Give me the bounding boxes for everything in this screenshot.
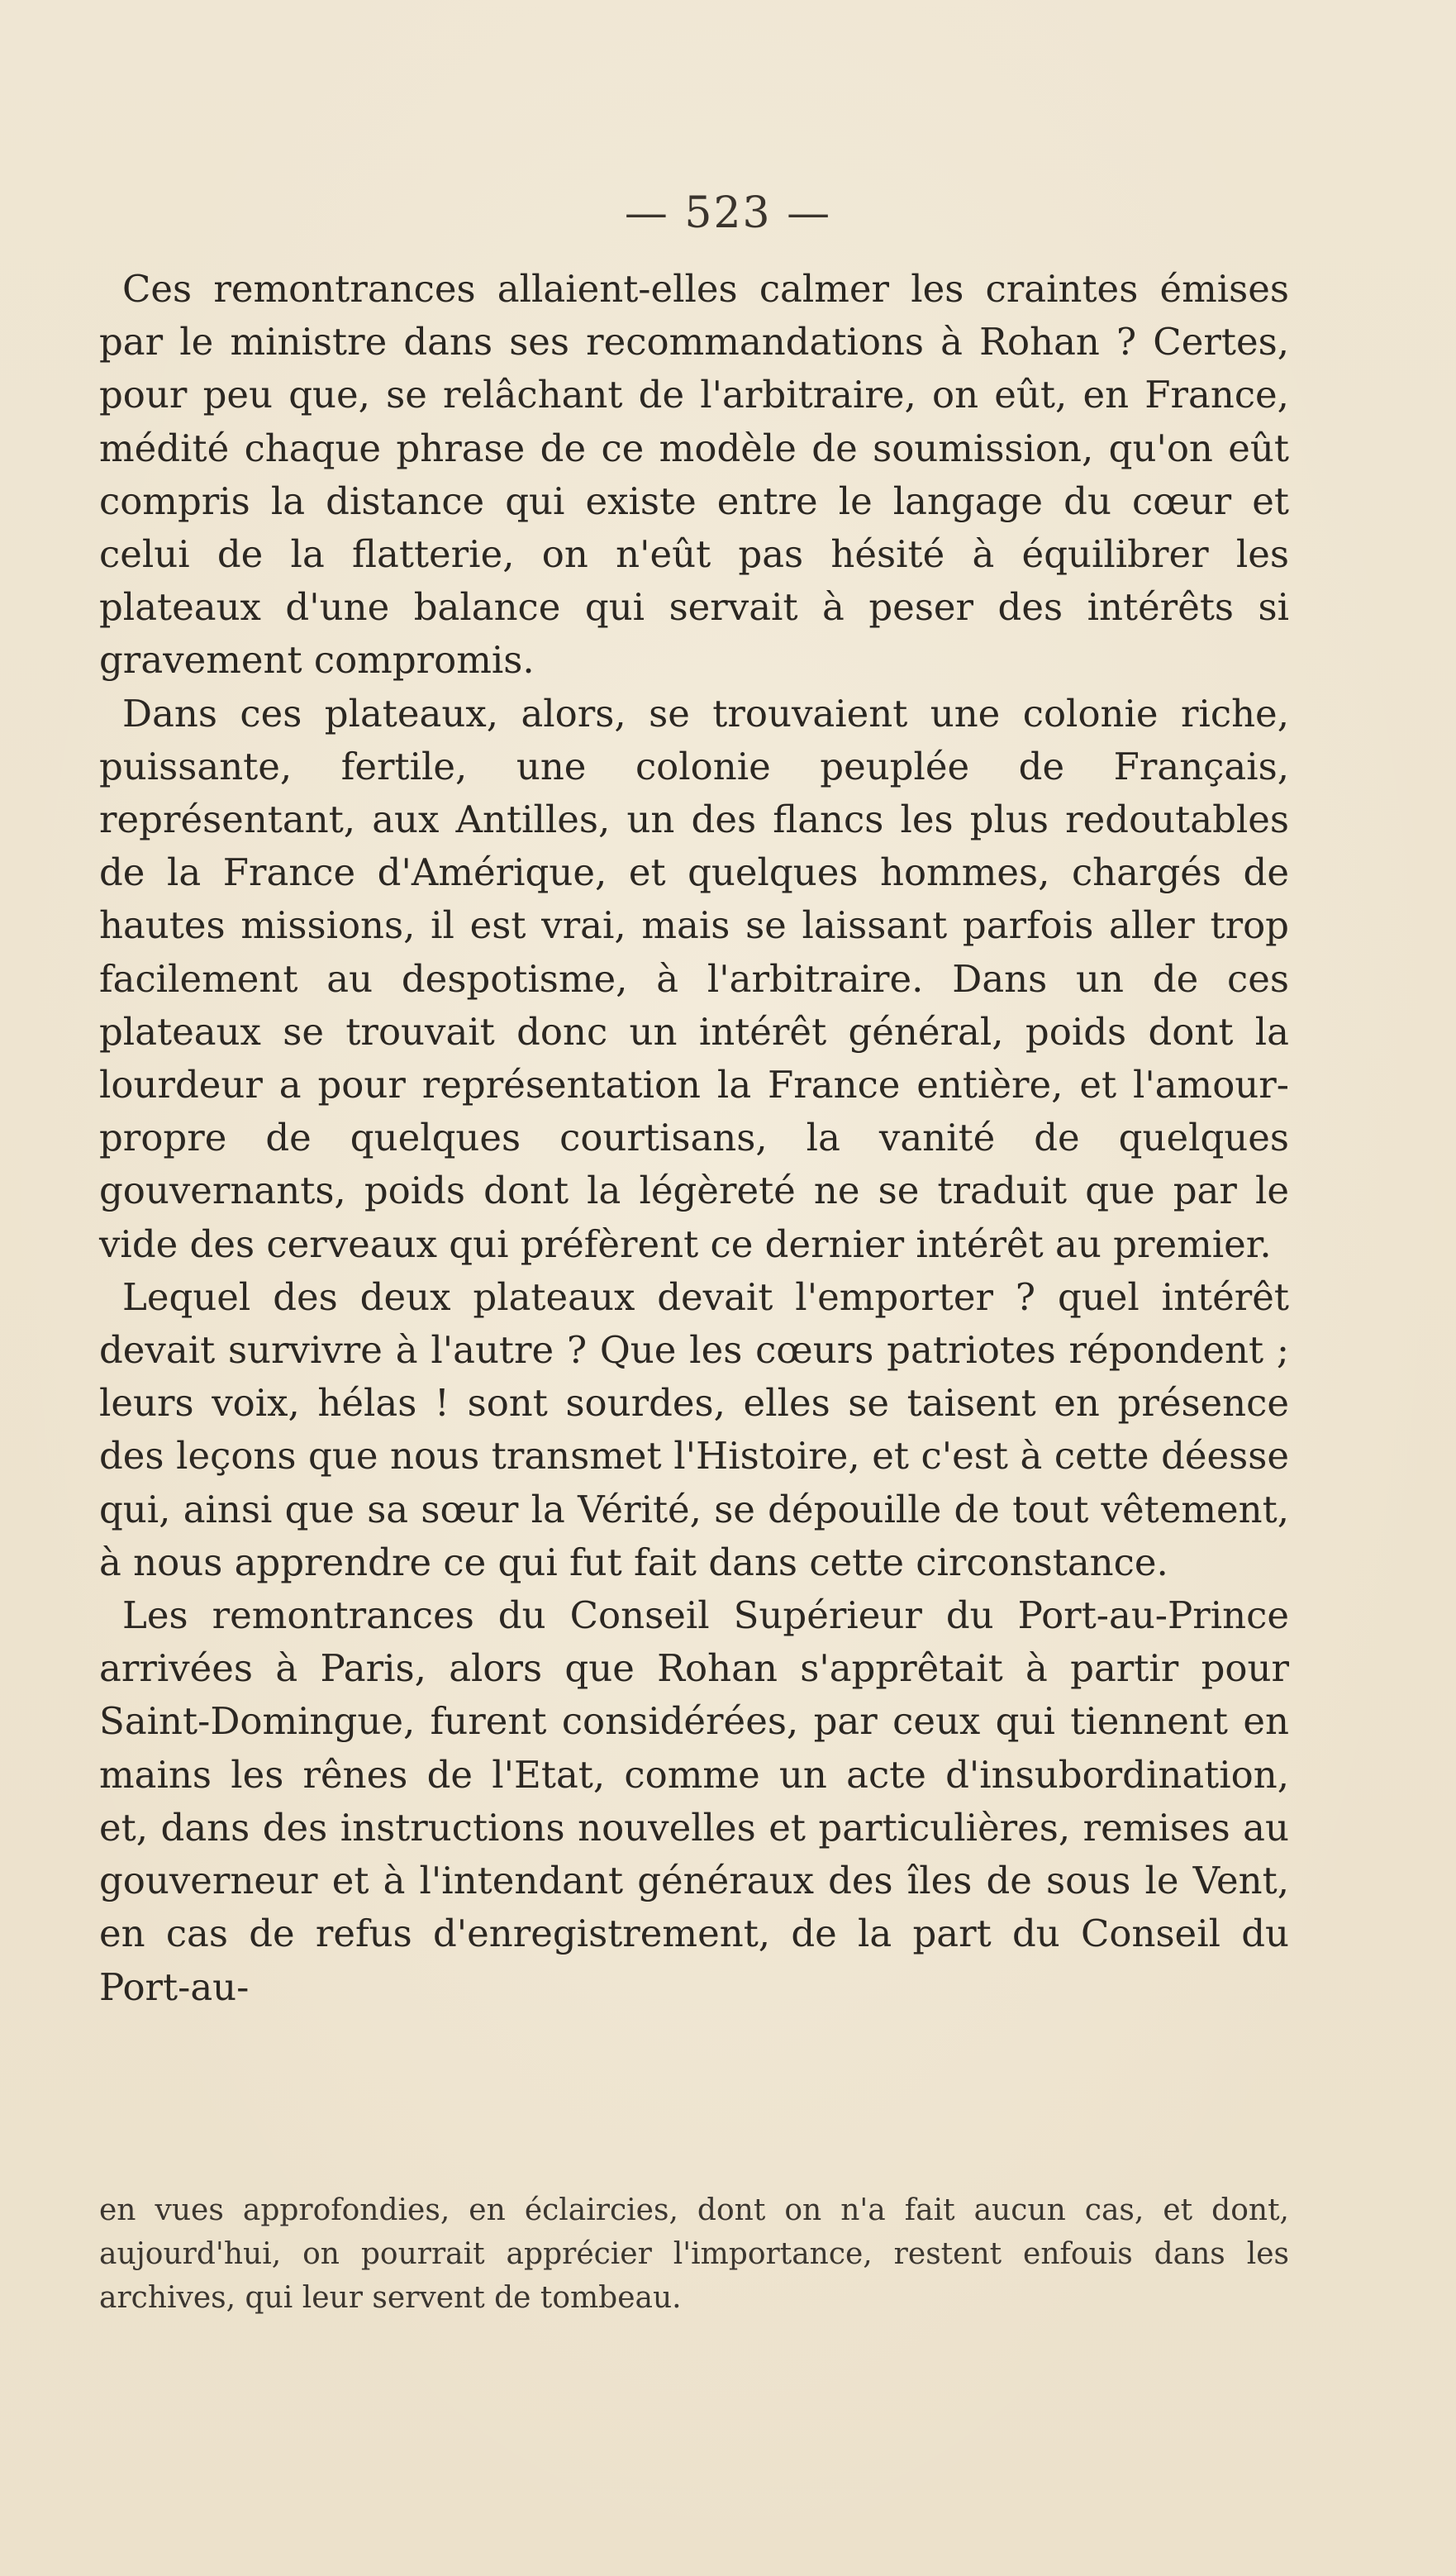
paragraph-3: Lequel des deux plateaux devait l'emporter ? quel intérêt devait survivre à l'autre ? Que les cœurs patriotes répondent ; leurs voix, hélas ! sont sourdes, elles se taisent en présence des leçons que nous transmet l'Histoire, et c'est à cette déesse qui, ainsi que sa sœur la Vérité, se dépouille de tout vêtement, à nous apprendre ce qui fut fait dans cette circonstance. xyxy=(99,1274,1289,1584)
footnote xyxy=(99,2188,1289,2320)
paragraph-4: Les remontrances du Conseil Supérieur du Port-au-Prince arrivées à Paris, alors que Rohan s'apprêtait à partir pour Saint-Domingue, furent considérées, par ceux qui tiennent en mains les rênes de l'Etat, comme un acte d'insubordination, et, dans des instructions nouvelles et particulières, remises au gouverneur et à l'intendant généraux des îles de sous le Vent, en cas de refus d'enregistrement, de la part du Conseil du Port-au- xyxy=(99,1593,1289,2009)
paragraph-2: Dans ces plateaux, alors, se trouvaient une colonie riche, puissante, fertile, une colonie peuplée de Français, représentant, aux Antilles, un des flancs les plus redoutables de la France d'Amérique, et quelques hommes, chargés de hautes missions, il est vrai, mais se laissant parfois aller trop facilement au despotisme, à l'arbitraire. Dans un de ces plateaux se trouvait donc un intérêt général, poids dont la lourdeur a pour représentation la France entière, et l'amour-propre de quelques courtisans, la vanité de quelques gouvernants, poids dont la légèreté ne se traduit que par le vide des cerveaux qui préfèrent ce dernier intérêt au premier. xyxy=(99,691,1289,1266)
body-text xyxy=(99,263,1289,2014)
page-number: — 523 — xyxy=(624,188,832,238)
paragraph-1: Ces remontrances allaient-elles calmer les craintes émises par le ministre dans ses recommandations à Rohan ? Certes, pour peu que, se relâchant de l'arbitraire, on eût, en France, médité chaque phrase de ce modèle de soumission, qu'on eût compris la distance qui existe entre le langage du cœur et celui de la flatterie, on n'eût pas hésité à équilibrer les plateaux d'une balance qui servait à peser des intérêts si gravement compromis. xyxy=(99,267,1289,683)
footnote-text: en vues approfondies, en éclaircies, dont on n'a fait aucun cas, et dont, aujourd'hui, on pourrait apprécier l'importance, restent enfouis dans les archives, qui leur servent de tombeau. xyxy=(99,2193,1289,2315)
